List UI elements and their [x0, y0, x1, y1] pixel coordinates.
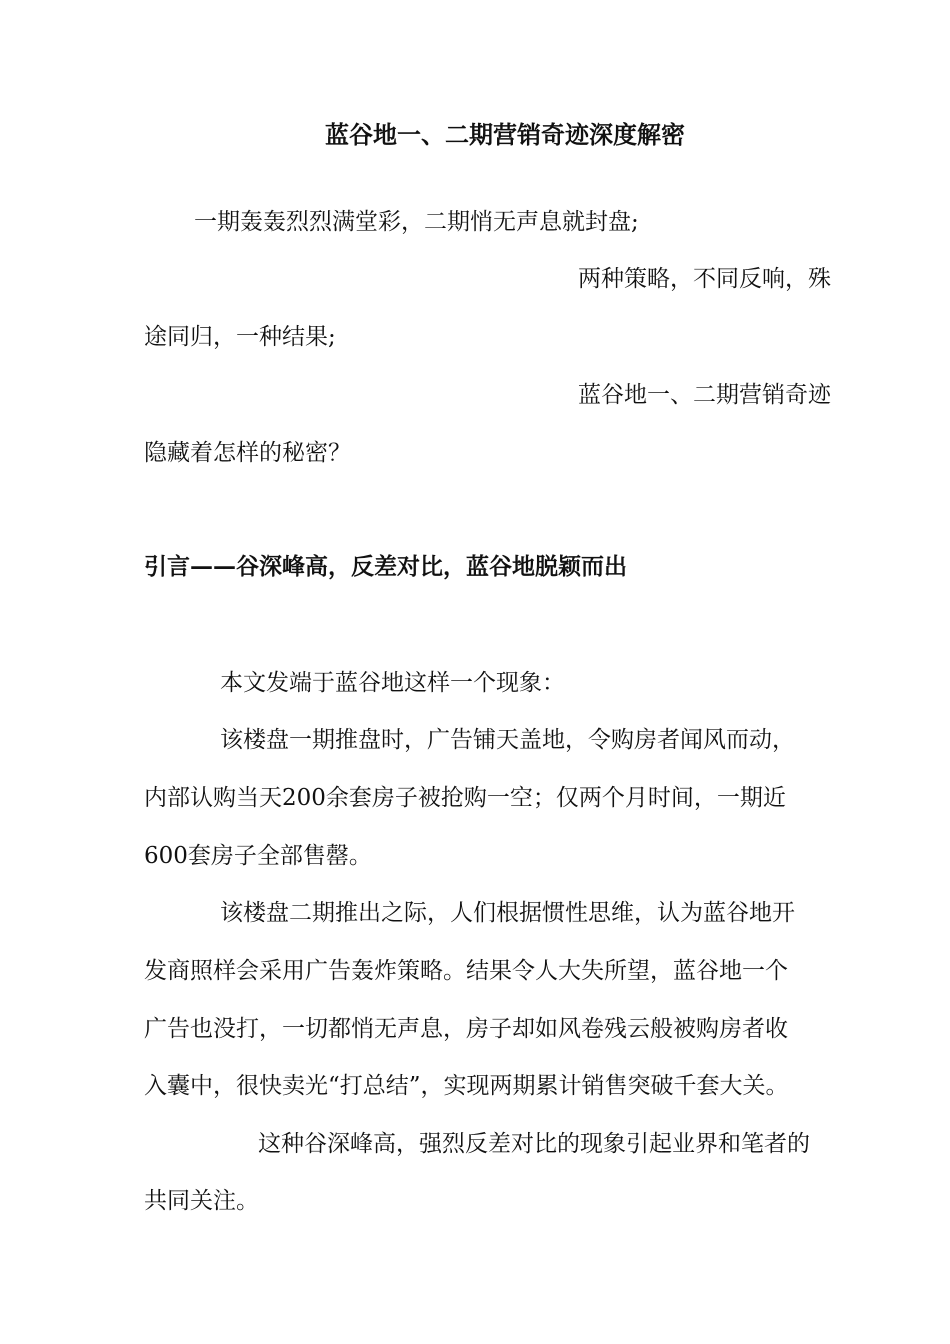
body-p3-line-1: 该楼盘二期推出之际，人们根据惯性思维，认为蓝谷地开 [220, 900, 795, 926]
intro-line-1: 一期轰轰烈烈满堂彩，二期悄无声息就封盘; [194, 209, 639, 235]
intro-line-2b: 途同归，一种结果; [144, 324, 336, 350]
section-heading: 引言——谷深峰高，反差对比，蓝谷地脱颖而出 [144, 553, 627, 580]
body-p4-line-1: 这种谷深峰高，强烈反差对比的现象引起业界和笔者的 [258, 1131, 810, 1157]
intro-line-3b: 隐藏着怎样的秘密？ [144, 440, 351, 466]
body-p1: 本文发端于蓝谷地这样一个现象： [220, 670, 565, 696]
body-p3-line-2: 发商照样会采用广告轰炸策略。结果令人大失所望，蓝谷地一个 [144, 958, 788, 984]
intro-line-2a: 两种策略，不同反响，殊 [578, 266, 831, 292]
body-p3-line-3: 广告也没打，一切都悄无声息，房子却如风卷残云般被购房者收 [144, 1016, 788, 1042]
body-p2-line-2: 内部认购当天200余套房子被抢购一空；仅两个月时间，一期近 [144, 785, 786, 811]
body-p3-line-4: 入囊中，很快卖光“打总结”，实现两期累计销售突破千套大关。 [144, 1073, 789, 1099]
body-p4-line-2: 共同关注。 [144, 1188, 259, 1214]
body-p2-line-1: 该楼盘一期推盘时，广告铺天盖地，令购房者闻风而动， [220, 727, 795, 753]
intro-line-3a: 蓝谷地一、二期营销奇迹 [578, 382, 831, 408]
document-title: 蓝谷地一、二期营销奇迹深度解密 [325, 120, 685, 149]
body-p2-line-3: 600套房子全部售罄。 [144, 843, 372, 869]
